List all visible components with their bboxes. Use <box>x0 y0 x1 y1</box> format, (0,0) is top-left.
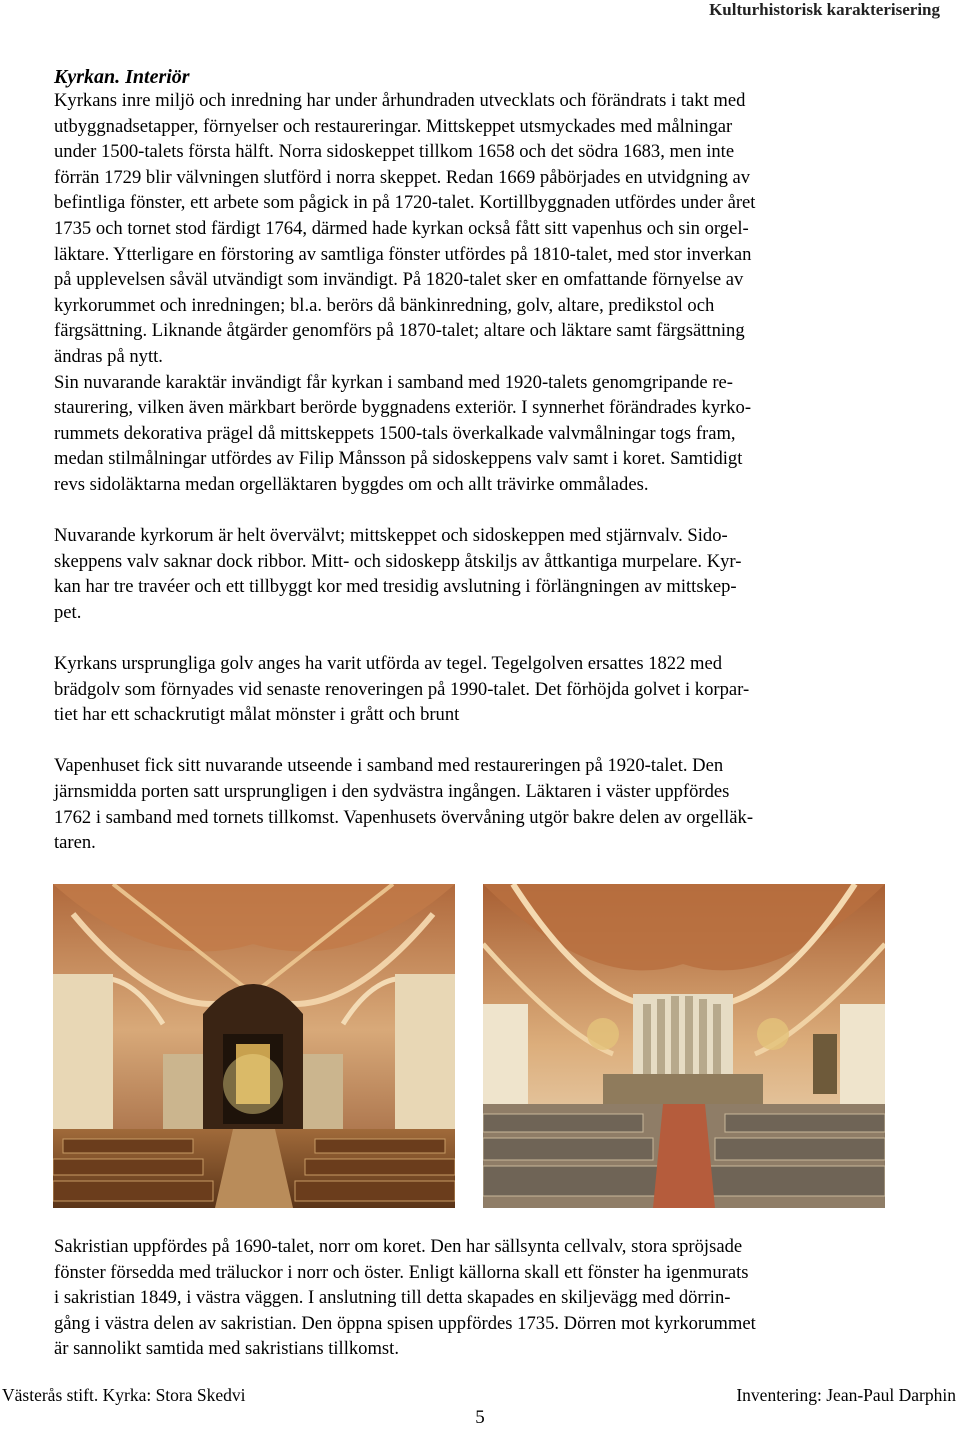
text-line: färgsättning. Liknande åtgärder genomförs på 1870-talet; altare och läktare samt färgsättning <box>54 320 745 342</box>
photo-interior-toward-organ <box>483 884 885 1208</box>
text-line: staurering, vilken även märkbart berörde byggnadens exteriör. I synnerhet förändrades kyrko- <box>54 397 752 419</box>
text-line: är sannolikt samtida med sakristians tillkomst. <box>54 1338 399 1360</box>
text-line: taren. <box>54 832 96 854</box>
text-line: läktare. Ytterligare en förstoring av samtliga fönster utfördes på 1810-talet, med stor inverkan <box>54 243 752 265</box>
text-line: kyrkorummet och inredningen; bl.a. berörs då bänkinredning, golv, altare, predikstol och <box>54 294 715 316</box>
text-line: brädgolv som förnyades vid senaste renoveringen på 1990-talet. Det förhöjda golvet i korpar- <box>54 678 750 700</box>
page-number: 5 <box>475 1407 485 1428</box>
paragraph-vaults <box>54 523 910 625</box>
text-line: fönster försedda med träluckor i norr och öster. Enligt källorna skall ett fönster ha igenmurats <box>54 1261 749 1283</box>
text-line: ändras på nytt. <box>54 345 163 367</box>
text-line: befintliga fönster, ett arbete som pågick in på 1720-talet. Kortillbyggnaden utfördes under året <box>54 192 756 214</box>
paragraph-restoration <box>54 370 910 498</box>
text-line: Vapenhuset fick sitt nuvarande utseende i samband med restaureringen på 1920-talet. Den <box>54 755 724 777</box>
text-line: gång i västra delen av sakristian. Den öppna spisen uppfördes 1735. Dörren mot kyrkorummet <box>54 1312 756 1334</box>
text-line: förrän 1729 blir välvningen slutförd i norra skeppet. Redan 1669 påbörjades en utvidgning av <box>54 166 751 188</box>
photo-interior-toward-altar <box>53 884 455 1208</box>
text-line: revs sidoläktarna medan orgelläktaren byggdes om och allt trävirke ommålades. <box>54 473 649 495</box>
paragraph-floors <box>54 651 910 728</box>
section-heading: Kyrkan. Interiör <box>54 66 190 88</box>
text-line: rummets dekorativa prägel då mittskeppets 1500-tals överkalkade valvmålningar togs fram, <box>54 422 736 444</box>
text-line: utbyggnadsetapper, förnyelser och restaureringar. Mittskeppet utsmyckades med målningar <box>54 115 733 137</box>
text-line: Sakristian uppfördes på 1690-talet, norr om koret. Den har sällsynta cellvalv, stora spröjsade <box>54 1236 743 1257</box>
text-line: järnsmidda porten satt ursprungligen i den sydvästra ingången. Läktaren i väster uppfördes <box>54 781 730 803</box>
text-line: medan stilmålningar utfördes av Filip Månsson på sidoskeppens valv samt i koret. Samtidigt <box>54 448 743 470</box>
running-header: Kulturhistorisk karakterisering <box>709 0 940 19</box>
text-line: tiet har ett schackrutigt målat mönster i grått och brunt <box>54 704 460 726</box>
text-line: pet. <box>54 601 82 623</box>
text-line: under 1500-talets första hälft. Norra sidoskeppet tillkom 1658 och det södra 1683, men inte <box>54 141 735 163</box>
text-line: 1762 i samband med tornets tillkomst. Vapenhusets övervåning utgör bakre delen av orgelläk- <box>54 806 754 828</box>
page-footer <box>0 1385 960 1409</box>
text-line: Kyrkans ursprungliga golv anges ha varit utförda av tegel. Tegelgolven ersattes 1822 med <box>54 653 723 675</box>
text-line: skeppens valv saknar dock ribbor. Mitt- och sidoskepp åtskiljs av åttkantiga murpelare. Kyr- <box>54 550 742 572</box>
text-line: kan har tre travéer och ett tillbyggt kor med tresidig avslutning i förlängningen av mittskep- <box>54 576 737 598</box>
text-line: 1735 och tornet stod färdigt 1764, därmed hade kyrkan också fått sitt vapenhus och sin orgel- <box>54 217 749 239</box>
text-line: Kyrkans inre miljö och inredning har under århundraden utvecklats och förändrats i takt med <box>54 90 746 111</box>
text-line: i sakristian 1849, i västra väggen. I anslutning till detta skapades en skiljevägg med dörrin- <box>54 1287 731 1309</box>
text-line: Sin nuvarande karaktär invändigt får kyrkan i samband med 1920-talets genomgripande re- <box>54 371 733 393</box>
photo-row <box>53 884 885 1210</box>
paragraph-history <box>54 88 910 370</box>
main-text <box>54 66 910 856</box>
text-line: Nuvarande kyrkorum är helt övervälvt; mittskeppet och sidoskeppen med stjärnvalv. Sido- <box>54 525 728 547</box>
paragraph-porch <box>54 753 910 855</box>
footer-inventory: Inventering: Jean-Paul Darphin <box>736 1385 956 1405</box>
paragraph-sacristy <box>54 1234 910 1362</box>
footer-diocese: Västerås stift. Kyrka: Stora Skedvi <box>2 1385 246 1405</box>
text-line: på upplevelsen såväl utvändigt som invändigt. På 1820-talet sker en omfattande förnyelse av <box>54 269 744 291</box>
sacristy-text <box>54 1234 910 1362</box>
